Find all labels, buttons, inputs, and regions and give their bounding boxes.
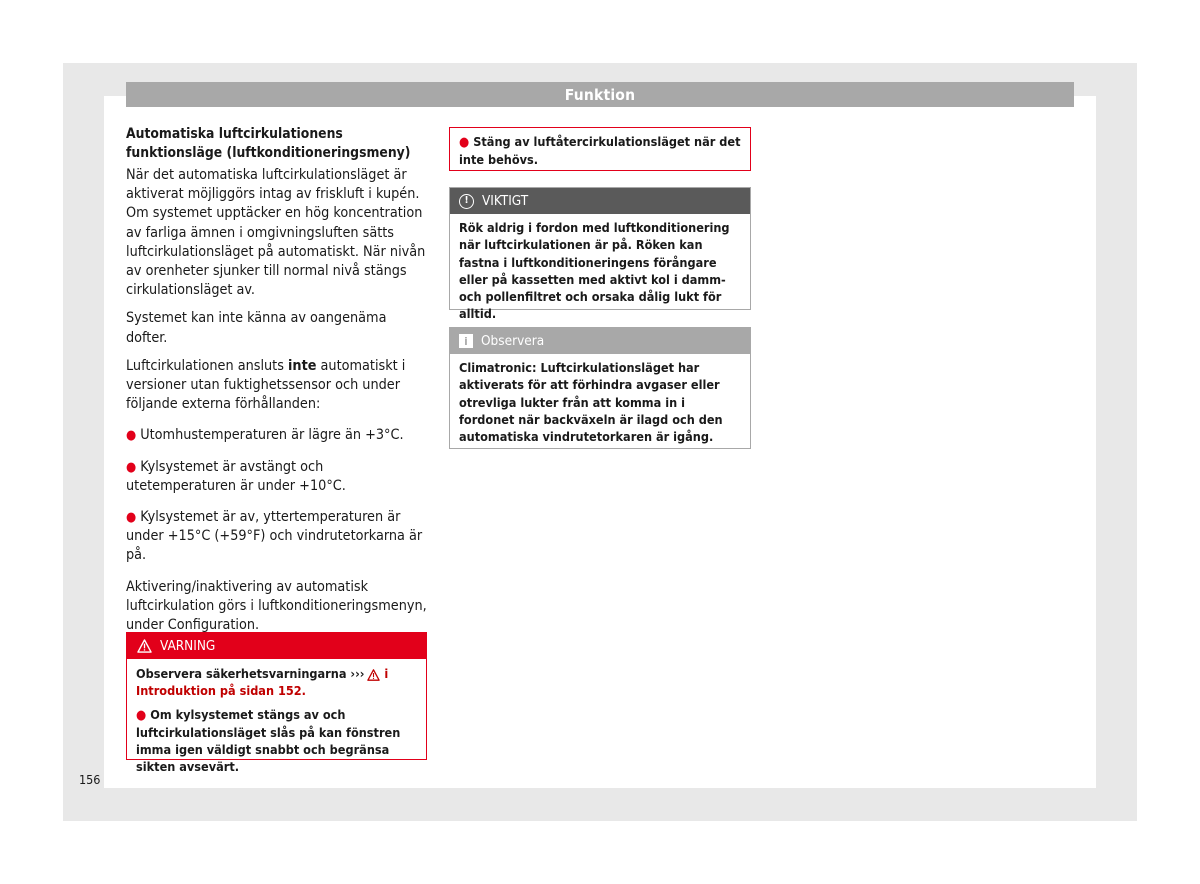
warning-body — [127, 659, 426, 776]
warning-label: VARNING — [160, 637, 216, 654]
important-header — [450, 188, 750, 214]
warning-box — [126, 632, 427, 775]
exclamation-icon: ! — [459, 194, 474, 209]
page-number: 156 — [79, 772, 101, 787]
important-label: VIKTIGT — [482, 193, 529, 209]
paragraph-3-start: Luftcirkulationen ansluts — [126, 357, 289, 374]
paragraph-4: Aktivering/inaktivering av automatisk luftcirkulation görs i luftkonditioneringsmenyn, under Configuration. — [126, 578, 427, 634]
warning-bullet — [136, 706, 417, 776]
warning-triangle-icon — [137, 639, 152, 653]
important-body: Rök aldrig i fordon med luftkonditionering när luftcirkulationen är på. Röken kan fastna i luftkonditioneringens förångare eller på kassetten med aktivt kol i damm- och pollenfiltret och orsaka dålig lukt för alltid. — [459, 220, 730, 322]
section-title: Funktion — [126, 82, 1074, 107]
bullet-icon: ● — [459, 135, 470, 150]
warning-header — [127, 633, 426, 659]
warning-triangle-icon — [367, 669, 380, 681]
info-icon: i — [459, 334, 473, 348]
bullet-icon: ● — [126, 428, 137, 444]
paragraph-3 — [126, 357, 428, 415]
note-box — [449, 327, 751, 449]
warning-reference — [136, 665, 417, 700]
subsection-heading: Automatiska luftcirkulationens funktionsläge (luftkonditioneringsmeny) — [126, 126, 411, 161]
recirculation-note-text: Stäng av luftåtercirkulationsläget när det inte behövs. — [459, 134, 741, 168]
bullet-icon: ● — [126, 510, 137, 526]
paragraph-1: När det automatiska luftcirkulationsläget är aktiverat möjliggörs intag av friskluft i kupén. Om systemet upptäcker en hög koncentration av farliga ämnen i omgivningsluften sätts luftcirkulationsläget på automatiskt. När nivån av orenheter sjunker till normal nivå stängs cirkulationsläget av. — [126, 167, 426, 299]
paragraph-3-emphasis: inte — [288, 357, 317, 374]
list-item — [126, 458, 428, 496]
note-header — [450, 328, 750, 354]
warning-bullet-text: Om kylsystemet stängs av och luftcirkulationsläget slås på kan fönstren imma igen väldigt snabbt och begränsa sikten avsevärt. — [136, 706, 401, 775]
introduction-link[interactable]: i Introduktion på sidan 152. — [136, 666, 389, 699]
list-item-text: Utomhustemperaturen är lägre än +3°C. — [140, 427, 404, 444]
list-item-text: Kylsystemet är av, yttertemperaturen är under +15°C (+59°F) och vindrutetorkarna är på. — [126, 509, 423, 564]
bullet-icon: ● — [126, 459, 137, 475]
warning-reference-text: Observera säkerhetsvarningarna ››› — [136, 666, 365, 681]
paragraph-2: Systemet kan inte känna av oangenäma dofter. — [126, 310, 387, 346]
left-column — [126, 125, 428, 644]
list-item — [126, 508, 428, 566]
recirculation-note — [449, 127, 751, 171]
bullet-icon: ● — [136, 707, 147, 723]
note-body: Climatronic: Luftcirkulationsläget har aktiverats för att förhindra avgaser eller otrevliga lukter från att komma in i fordonet när backväxeln är ilagd och den automatiska vindrutetorkaren är igång. — [459, 360, 723, 445]
paragraph-3-end: automatiskt i versioner utan fuktighetssensor och under följande externa förhållanden: — [126, 357, 406, 413]
important-box — [449, 187, 751, 322]
note-label: Observera — [481, 333, 545, 349]
list-item-text: Kylsystemet är avstängt och utetemperaturen är under +10°C. — [126, 458, 346, 494]
list-item — [126, 426, 428, 445]
